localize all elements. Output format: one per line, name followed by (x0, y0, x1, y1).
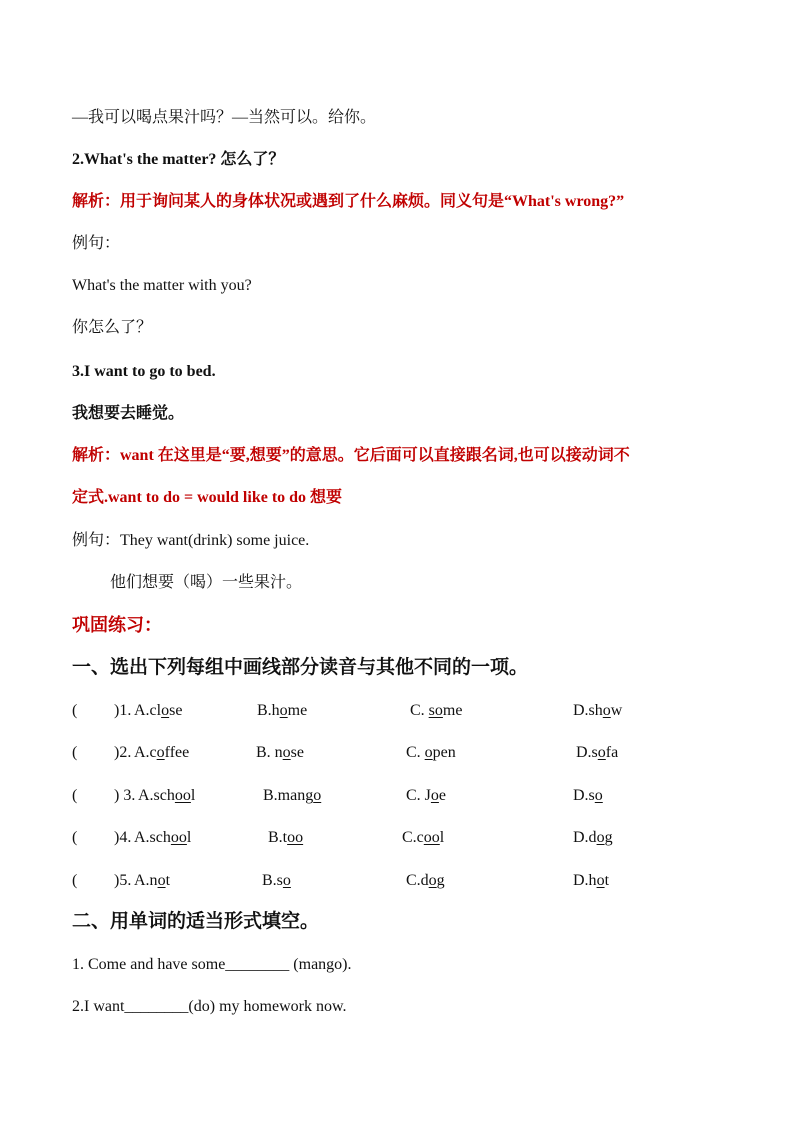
phrase-heading-2: 2.What's the matter? 怎么了？ (72, 151, 285, 168)
practice-title: 巩固练习： (72, 615, 162, 635)
option-text: e (438, 787, 447, 804)
underlined-part: oo (423, 829, 440, 846)
option-b (268, 828, 303, 848)
answer-paren: ( (72, 829, 78, 846)
underlined-part: oo (170, 829, 187, 846)
example-sentence-en: What's the matter with you? (72, 277, 252, 294)
option-text: w (610, 702, 623, 719)
option-d (576, 743, 618, 763)
phrase-heading-3-zh: 我想要去睡觉。 (72, 405, 185, 422)
option-text: t (604, 872, 610, 889)
underlined-part: o (156, 744, 165, 761)
analysis-3-line2: 定式.want to do = would like to do 想要 (72, 489, 343, 506)
option-text: B.s (262, 872, 283, 889)
underlined-part: o (428, 872, 437, 889)
option-text: l (439, 829, 445, 846)
option-text: se (290, 744, 304, 761)
underlined-part: o (424, 744, 433, 761)
underlined-part: o (282, 744, 291, 761)
example-label: 例句： (72, 235, 121, 252)
question-number: )2. (114, 744, 132, 761)
option-b (263, 786, 321, 806)
option-text: se (169, 702, 183, 719)
option-text: D.s (573, 787, 595, 804)
option-text: me (287, 702, 308, 719)
fill-blank-2: 2.I want________(do) my homework now. (72, 998, 347, 1015)
option-text: A.sch (134, 829, 171, 846)
question-number: ) 3. (114, 787, 136, 804)
question-number: )1. (114, 702, 132, 719)
option-text: g (436, 872, 445, 889)
example-3: 例句：They want(drink) some juice. (72, 532, 310, 549)
option-b (257, 701, 307, 721)
option-text: l (186, 829, 192, 846)
analysis-2: 解析：用于询问某人的身体状况或遇到了什么麻烦。同义句是“What's wrong?” (72, 193, 625, 210)
section-1-heading: 一、选出下列每组中画线部分读音与其他不同的一项。 (72, 657, 529, 678)
option-text: C. (406, 744, 425, 761)
option-a (134, 828, 191, 848)
option-a (134, 743, 189, 763)
underlined-part: o (161, 702, 170, 719)
underlined-part: o (597, 744, 606, 761)
option-d (573, 786, 603, 806)
example-3-zh: 他们想要（喝）一些果汁。 (110, 574, 303, 591)
underlined-part: so (428, 702, 443, 719)
option-d (573, 871, 609, 891)
option-text: t (165, 872, 171, 889)
answer-paren: ( (72, 744, 78, 761)
option-a (134, 871, 170, 891)
underlined-part: o (596, 829, 605, 846)
option-text: l (190, 787, 196, 804)
option-text: B. n (256, 744, 283, 761)
option-text: A.sch (138, 787, 175, 804)
option-text: C.c (402, 829, 424, 846)
option-text: A.n (134, 872, 158, 889)
option-text: B.mang (263, 787, 314, 804)
option-a (134, 701, 182, 721)
answer-paren: ( (72, 872, 78, 889)
option-d (573, 828, 613, 848)
option-text: pen (432, 744, 456, 761)
example-sentence-zh: 你怎么了？ (72, 319, 153, 336)
option-text: C. J (406, 787, 431, 804)
option-text: fa (605, 744, 619, 761)
section-2-heading: 二、用单词的适当形式填空。 (72, 911, 320, 932)
option-text: g (604, 829, 613, 846)
option-c (406, 743, 456, 763)
underlined-part: o (602, 702, 611, 719)
underlined-part: o (313, 787, 322, 804)
option-text: C. (410, 702, 429, 719)
question-number: )5. (114, 872, 132, 889)
answer-paren: ( (72, 702, 78, 719)
fill-blank-1: 1. Come and have some________ (mango). (72, 956, 352, 973)
option-text: D.s (576, 744, 598, 761)
option-b (262, 871, 291, 891)
option-text: D.sh (573, 702, 603, 719)
underlined-part: o (430, 787, 439, 804)
answer-paren: ( (72, 787, 78, 804)
underlined-part: oo (287, 829, 304, 846)
dialogue-translation: —我可以喝点果汁吗？—当然可以。给你。 (72, 109, 377, 126)
option-text: A.c (134, 744, 157, 761)
option-a (138, 786, 195, 806)
option-c (406, 871, 445, 891)
option-c (406, 786, 446, 806)
question-number: )4. (114, 829, 132, 846)
underlined-part: o (594, 787, 603, 804)
option-text: D.h (573, 872, 597, 889)
option-text: C.d (406, 872, 429, 889)
option-c (402, 828, 444, 848)
option-text: B.h (257, 702, 280, 719)
option-b (256, 743, 304, 763)
option-c (410, 701, 462, 721)
option-text: D.d (573, 829, 597, 846)
underlined-part: o (157, 872, 166, 889)
underlined-part: o (279, 702, 288, 719)
option-text: me (442, 702, 463, 719)
phrase-heading-3: 3.I want to go to bed. (72, 363, 216, 380)
option-text: B.t (268, 829, 288, 846)
option-text: A.cl (134, 702, 162, 719)
underlined-part: oo (174, 787, 191, 804)
option-d (573, 701, 622, 721)
underlined-part: o (282, 872, 291, 889)
option-text: ffee (164, 744, 190, 761)
underlined-part: o (596, 872, 605, 889)
analysis-3-line1: 解析：want 在这里是“要,想要”的意思。它后面可以直接跟名词,也可以接动词不 (72, 447, 630, 464)
